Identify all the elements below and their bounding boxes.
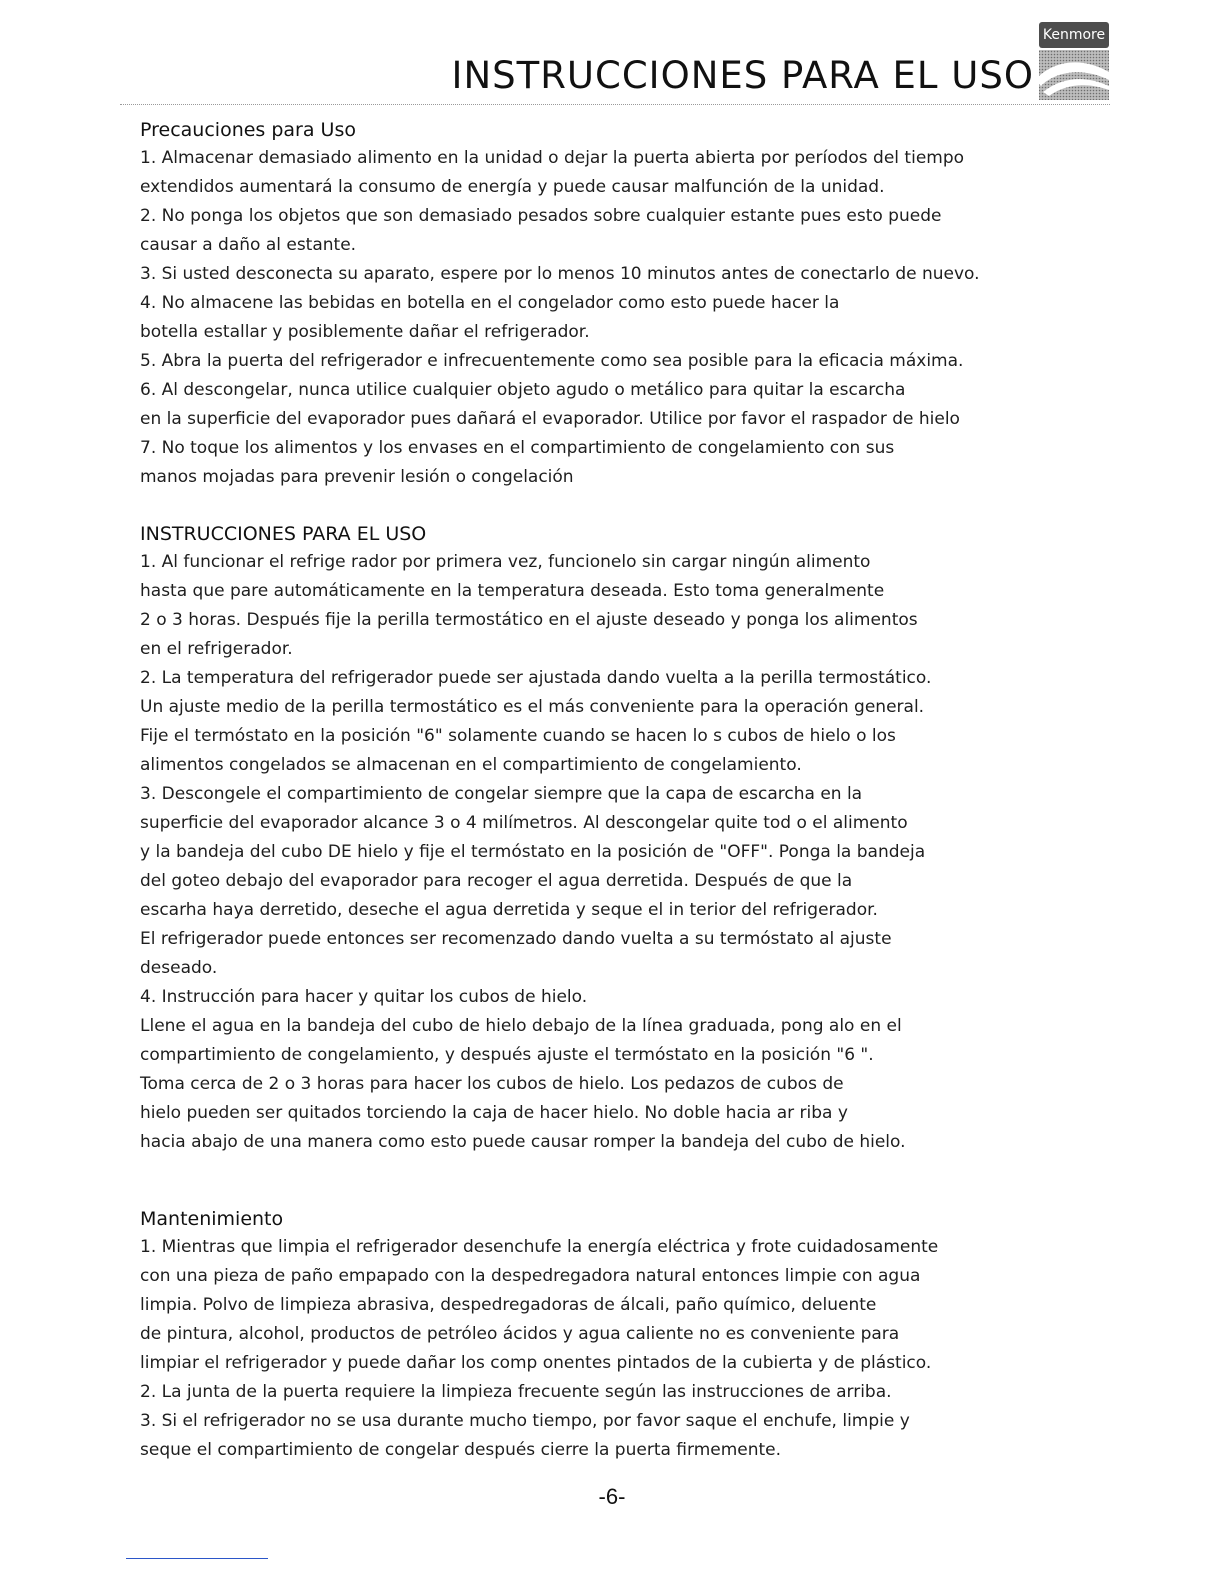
logo-badge: Kenmore (1039, 22, 1109, 48)
text-line: 4. No almacene las bebidas en botella en el congelador como esto puede hacer la (140, 293, 840, 313)
text-line: 1. Al funcionar el refrige rador por primera vez, funcionelo sin cargar ningún alimento (140, 552, 871, 572)
text-line: extendidos aumentará la consumo de energía y puede causar malfunción de la unidad. (140, 177, 885, 197)
text-line: Fije el termóstato en la posición "6" solamente cuando se hacen lo s cubos de hielo o los (140, 726, 896, 746)
text-line: El refrigerador puede entonces ser recomenzado dando vuelta a su termóstato al ajuste (140, 929, 892, 949)
page-title: INSTRUCCIONES PARA EL USO (451, 54, 1034, 97)
text-line: Llene el agua en la bandeja del cubo de hielo debajo de la línea graduada, pong alo en el (140, 1016, 902, 1036)
page-content (140, 116, 1080, 1465)
maintenance-heading: Mantenimiento (140, 1208, 284, 1230)
text-line: del goteo debajo del evaporador para recoger el agua derretida. Después de que la (140, 871, 853, 891)
text-line: 3. Descongele el compartimiento de congelar siempre que la capa de escarcha en la (140, 784, 863, 804)
text-line: compartimiento de congelamiento, y después ajuste el termóstato en la posición "6 ". (140, 1045, 874, 1065)
text-line: Toma cerca de 2 o 3 horas para hacer los cubos de hielo. Los pedazos de cubos de (140, 1074, 844, 1094)
text-line: 1. Mientras que limpia el refrigerador desenchufe la energía eléctrica y frote cuidadosamente (140, 1237, 939, 1257)
text-line: escarha haya derretido, deseche el agua derretida y seque el in terior del refrigerador. (140, 900, 878, 920)
text-line: en la superficie del evaporador pues dañará el evaporador. Utilice por favor el raspador de hielo (140, 409, 960, 429)
text-line: limpiar el refrigerador y puede dañar los comp onentes pintados de la cubierta y de plástico. (140, 1353, 932, 1373)
text-line: manos mojadas para prevenir lesión o congelación (140, 467, 574, 487)
text-line: causar a daño al estante. (140, 235, 357, 255)
header-divider (120, 104, 1110, 105)
text-line: deseado. (140, 958, 218, 978)
text-line: 2. La junta de la puerta requiere la limpieza frecuente según las instrucciones de arriba. (140, 1382, 892, 1402)
instructions-heading: INSTRUCCIONES PARA EL USO (140, 523, 427, 545)
text-line: 2 o 3 horas. Después fije la perilla termostático en el ajuste deseado y ponga los alimentos (140, 610, 918, 630)
text-line: botella estallar y posiblemente dañar el refrigerador. (140, 322, 590, 342)
text-line: de pintura, alcohol, productos de petróleo ácidos y agua caliente no es conveniente para (140, 1324, 900, 1344)
text-line: 3. Si usted desconecta su aparato, espere por lo menos 10 minutos antes de conectarlo de nuevo. (140, 264, 980, 284)
footer-divider (126, 1558, 268, 1559)
text-line: 3. Si el refrigerador no se usa durante mucho tiempo, por favor saque el enchufe, limpie y (140, 1411, 910, 1431)
text-line: 6. Al descongelar, nunca utilice cualquier objeto agudo o metálico para quitar la escarcha (140, 380, 906, 400)
text-line: seque el compartimiento de congelar después cierre la puerta firmemente. (140, 1440, 782, 1460)
text-line: 5. Abra la puerta del refrigerador e infrecuentemente como sea posible para la eficacia máxima. (140, 351, 964, 371)
kenmore-logo (1035, 22, 1109, 100)
swoosh-icon (1035, 50, 1109, 100)
text-line: en el refrigerador. (140, 639, 293, 659)
precautions-heading: Precauciones para Uso (140, 119, 356, 141)
text-line: 2. La temperatura del refrigerador puede ser ajustada dando vuelta a la perilla termostático. (140, 668, 932, 688)
text-line: alimentos congelados se almacenan en el compartimiento de congelamiento. (140, 755, 802, 775)
text-line: Un ajuste medio de la perilla termostático es el más conveniente para la operación general. (140, 697, 925, 717)
precautions-section (140, 116, 1080, 492)
page-number: -6- (598, 1484, 626, 1509)
text-line: superficie del evaporador alcance 3 o 4 milímetros. Al descongelar quite tod o el alimento (140, 813, 908, 833)
text-line: hielo pueden ser quitados torciendo la caja de hacer hielo. No doble hacia ar riba y (140, 1103, 848, 1123)
text-line: hacia abajo de una manera como esto puede causar romper la bandeja del cubo de hielo. (140, 1132, 906, 1152)
page-header (0, 0, 1224, 110)
text-line: limpia. Polvo de limpieza abrasiva, despedregadoras de álcali, paño químico, deluente (140, 1295, 877, 1315)
text-line: y la bandeja del cubo DE hielo y fije el termóstato en la posición de "OFF". Ponga la bandeja (140, 842, 926, 862)
text-line: 2. No ponga los objetos que son demasiado pesados sobre cualquier estante pues esto puede (140, 206, 942, 226)
text-line: con una pieza de paño empapado con la despedregadora natural entonces limpie con agua (140, 1266, 921, 1286)
text-line: 7. No toque los alimentos y los envases en el compartimiento de congelamiento con sus (140, 438, 895, 458)
instructions-section (140, 520, 1080, 1157)
text-line: 1. Almacenar demasiado alimento en la unidad o dejar la puerta abierta por períodos del tiempo (140, 148, 965, 168)
maintenance-section (140, 1205, 1080, 1465)
text-line: 4. Instrucción para hacer y quitar los cubos de hielo. (140, 987, 588, 1007)
text-line: hasta que pare automáticamente en la temperatura deseada. Esto toma generalmente (140, 581, 885, 601)
